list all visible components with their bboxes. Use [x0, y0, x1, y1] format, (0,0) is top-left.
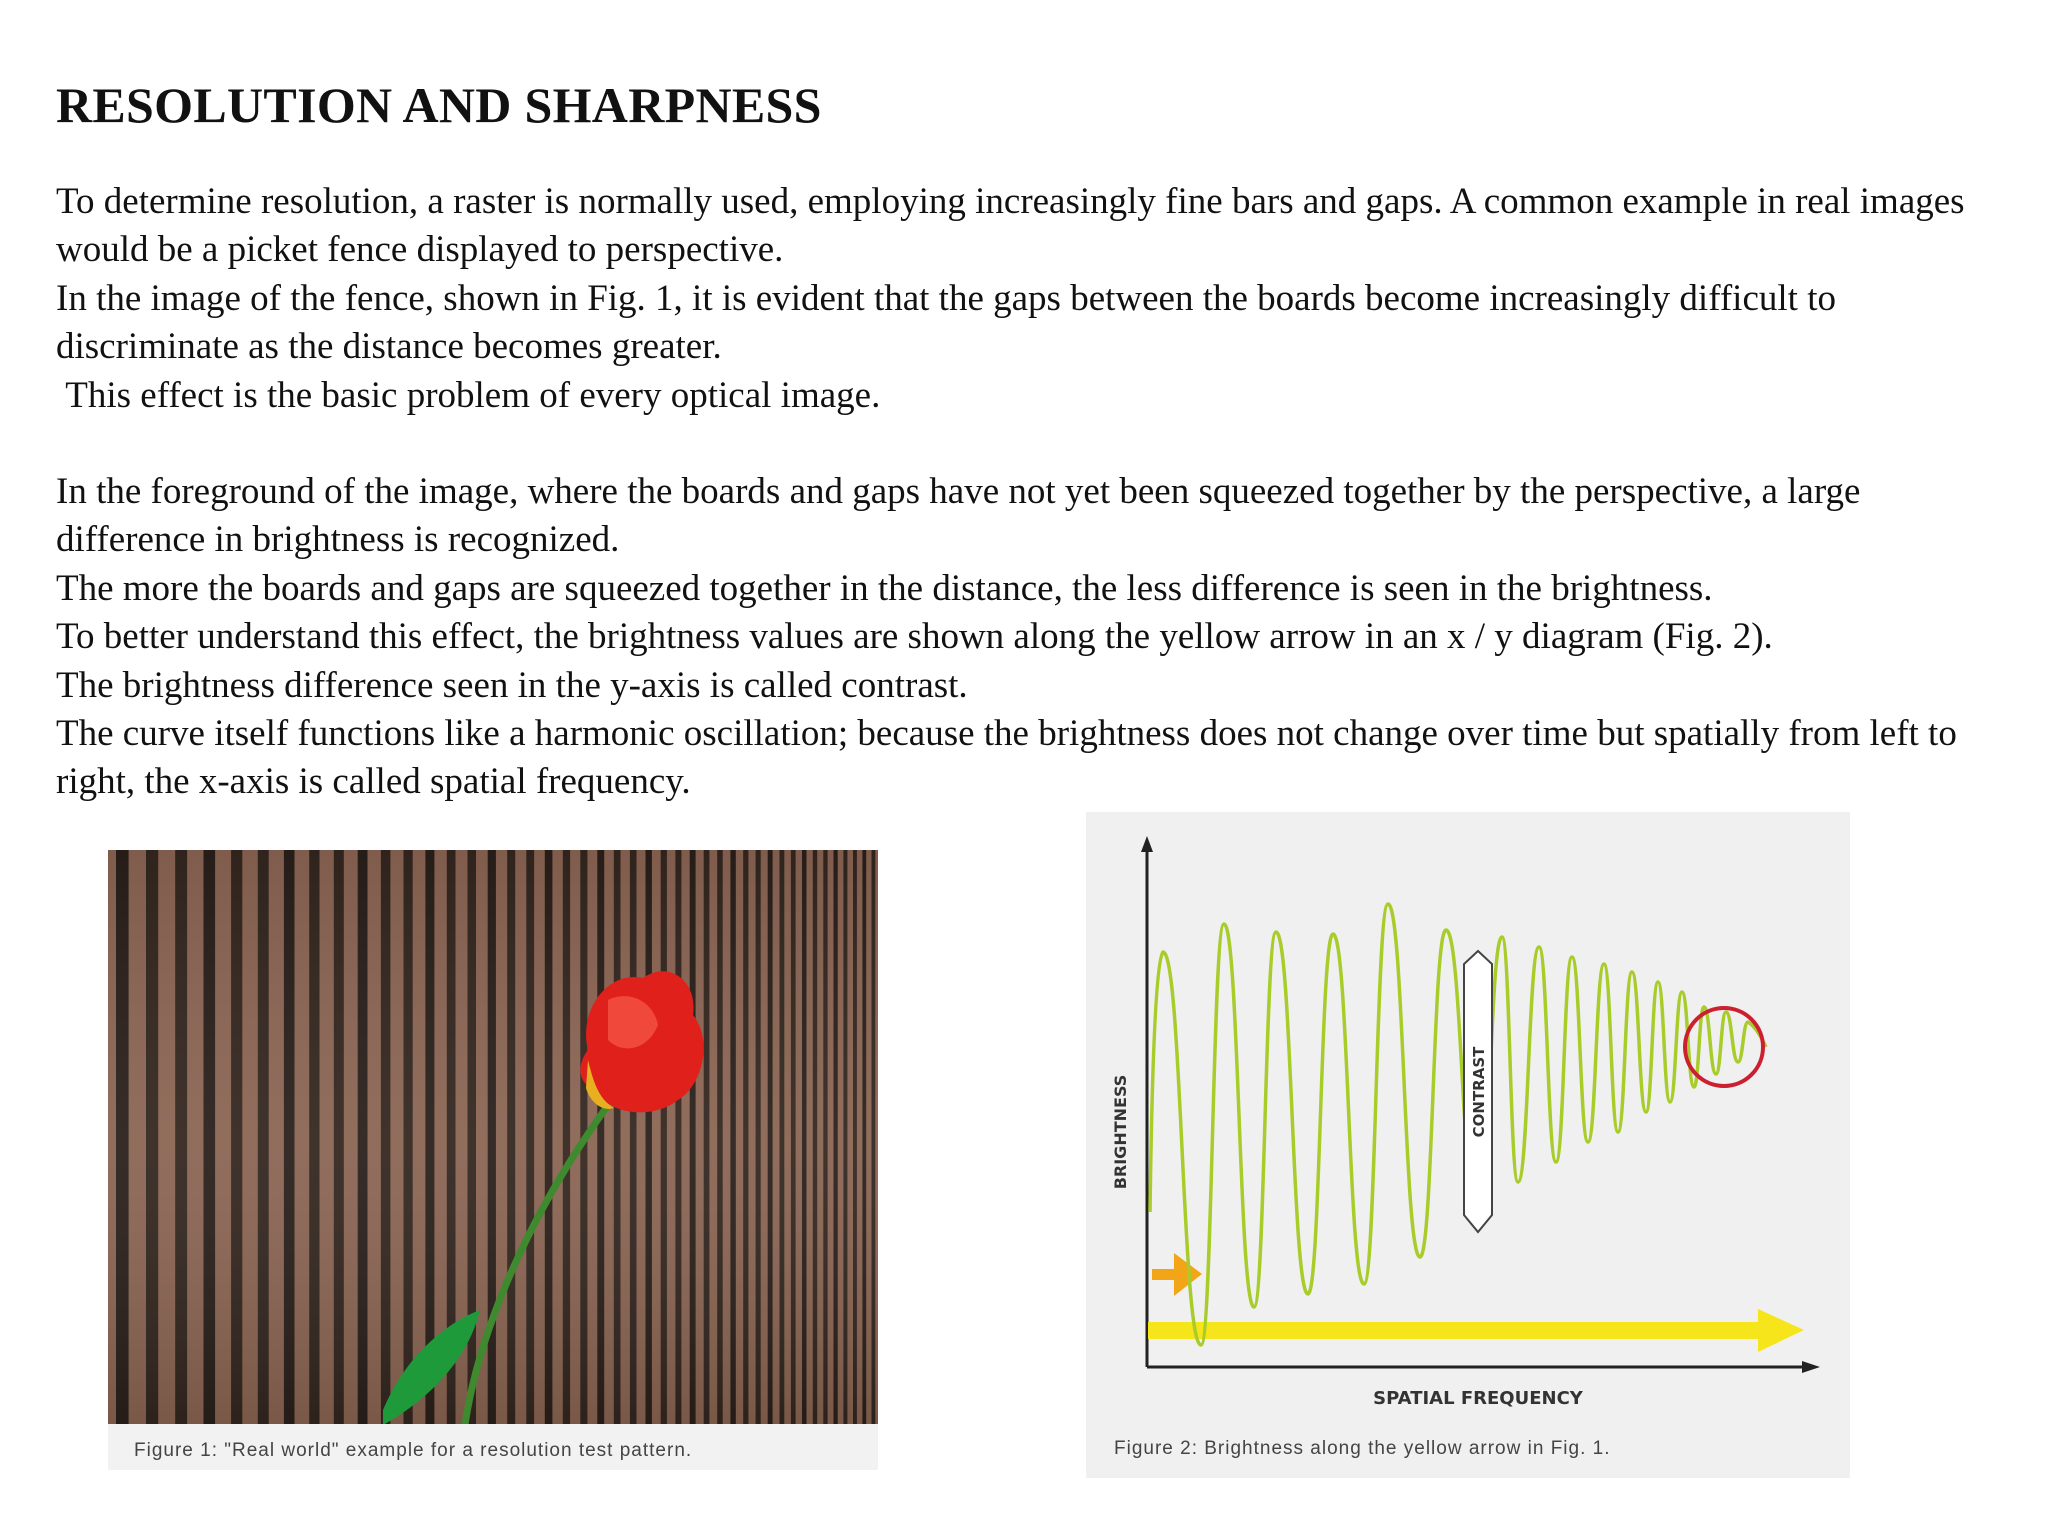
brightness-curve — [1150, 904, 1766, 1345]
paragraph: In the image of the fence, shown in Fig. 1, it is evident that the gaps between the boards become increasingly difficult to discriminate as the distance becomes greater. — [56, 277, 1846, 368]
paragraph: In the foreground of the image, where the boards and gaps have not yet been squeezed together by the perspective, a large difference in brightness is recognized. — [56, 471, 1870, 561]
x-axis-arrowhead — [1802, 1361, 1820, 1373]
body-text — [56, 178, 2016, 807]
brightness-diagram — [1086, 812, 1850, 1422]
paragraph: To determine resolution, a raster is normally used, employing increasingly fine bars and gaps. A common example in real images would be a picket fence displayed to perspective. — [56, 181, 1974, 271]
figure-1-caption: Figure 1: "Real world" example for a resolution test pattern. — [134, 1440, 693, 1461]
figure-1 — [108, 850, 878, 1470]
paragraph: To better understand this effect, the brightness values are shown along the yellow arrow in an x / y diagram (Fig. 2). — [56, 616, 1773, 658]
paragraph: The curve itself functions like a harmonic oscillation; because the brightness does not change over time but spatially from left to right, the x-axis is called spatial frequency. — [56, 713, 1967, 803]
y-axis-label: BRIGHTNESS — [1111, 1074, 1130, 1190]
contrast-label: CONTRAST — [1470, 1046, 1488, 1138]
paragraph: The more the boards and gaps are squeezed together in the distance, the less difference is seen in the brightness. — [56, 567, 1713, 609]
orange-arrow-icon — [1152, 1253, 1202, 1296]
page-title: RESOLUTION AND SHARPNESS — [56, 77, 822, 133]
yellow-arrow-head — [1758, 1309, 1804, 1352]
x-axis-label: SPATIAL FREQUENCY — [1373, 1388, 1583, 1409]
paragraph: The brightness difference seen in the y-axis is called contrast. — [56, 664, 968, 706]
yellow-arrow-shaft — [1148, 1322, 1758, 1339]
y-axis-arrowhead — [1141, 836, 1153, 852]
fence-photo — [108, 850, 878, 1424]
figure-2 — [1086, 812, 1850, 1478]
fence-shading — [108, 850, 878, 1424]
paragraph-gap — [56, 420, 2016, 468]
figure-2-caption: Figure 2: Brightness along the yellow arrow in Fig. 1. — [1114, 1438, 1611, 1459]
paragraph: This effect is the basic problem of every optical image. — [56, 374, 881, 416]
